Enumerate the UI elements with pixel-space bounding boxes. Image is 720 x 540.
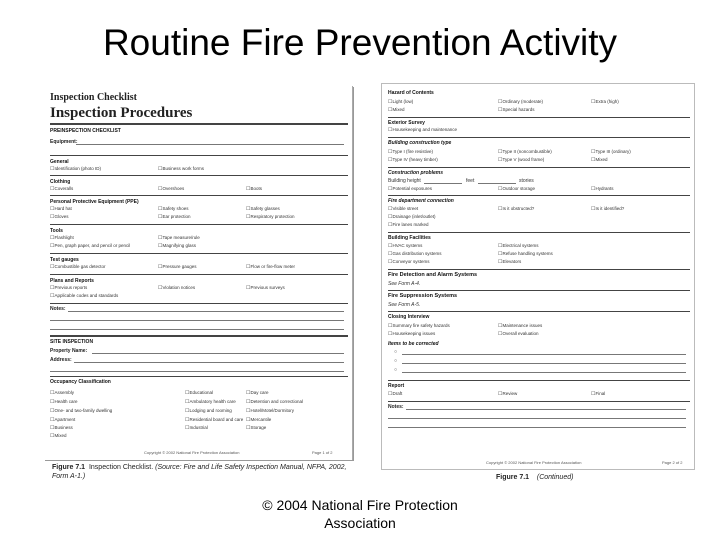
checkbox-item: ☐ Hydrants [591,186,614,192]
checkbox-item: ☐ Flashlight [50,235,74,241]
figure-source: (Source: Fire and Life Safety Inspection Manual, NFPA, 2002, Form A-1.) [52,464,347,480]
checkbox-item: ☐ Is it obstructed? [498,206,534,212]
checkbox-item: ☐ Pen, graph paper, and pencil or pencil [50,243,130,249]
notes-line [388,418,686,419]
notes-line [68,311,344,312]
section-facilities: Building Facilities [388,235,431,241]
section-plans: Plans and Reports [50,278,94,284]
checkbox-item: ☐ Conveyor systems [388,259,430,265]
checkbox-item: ☐ Ear protection [158,214,191,220]
figure-caption-right [496,473,573,482]
checkbox-item: ☐ Refuse handling systems [498,251,553,257]
checkbox-item: ☐ Housekeeping and maintenance [388,127,457,133]
checkbox-item: ☐ Is it identified? [591,206,624,212]
section-tools: Tools [50,228,63,234]
notes-label: Notes: [50,306,66,312]
height-line [424,183,462,184]
slide-title: Routine Fire Prevention Activity [102,22,618,63]
checkbox-item: ☐ Boots [246,186,262,192]
checkbox-item: ☐ Type I (fire resistive) [388,149,433,155]
checkbox-item: ☐ Drainage (inlet/outlet) [388,214,436,220]
checkbox-item: ☐ Hard hat [50,206,72,212]
notes-line [50,320,344,321]
checkbox-item: ☐ Mixed [50,433,67,439]
checkbox-item: ☐ Business work forms [158,166,204,172]
checkbox-item: ☐ Violation notices [158,285,195,291]
checkbox-item: ☐ Elevators [498,259,521,265]
copyright-line-1: © 2004 National Fire Protection [262,497,458,513]
checkbox-item: ☐ Potential exposures [388,186,432,192]
items-to-be-corrected: Items to be corrected [388,341,439,347]
rule [388,232,690,233]
checkbox-item: ☐ Mixed [591,157,608,163]
checkbox-item: ☐ Health care [50,399,78,405]
section-test-gauges: Test gauges [50,257,79,263]
rule [50,274,348,275]
property-name-label: Property Name: [50,348,88,354]
rule [388,269,690,270]
rule [50,335,348,337]
footer-page: Page 1 of 2 [312,450,333,455]
figure-continued: (Continued) [536,474,574,481]
section-detection: Fire Detection and Alarm Systems [388,272,478,278]
figure-label: Figure 7.1 [496,474,530,481]
notes-label: Notes: [388,404,404,410]
checkbox-item: ☐ Industrial [185,425,208,431]
checklist-page-2 [381,83,695,470]
checkbox-item: ☐ Mercantile [246,417,271,423]
checkbox-item: ☐ Overshoes [158,186,184,192]
checkbox-item: ☐ Previous reports [50,285,87,291]
checkbox-item: ☐ Special hazards [498,107,535,113]
checkbox-item: ☐ Identification (photo ID) [50,166,101,172]
checkbox-item: ☐ Type II (noncombustible) [498,149,552,155]
rule [50,155,348,156]
height-line [478,183,516,184]
checkbox-item: ☐ HVAC systems [388,243,422,249]
checkbox-item: ☐ Ambulatory health care [185,399,236,405]
rule [50,195,348,196]
section-occupancy: Occupancy Classification [50,379,111,385]
rule [50,303,348,304]
checkbox-item: ☐ Applicable codes and standards [50,293,118,299]
header-small: Inspection Checklist [50,92,137,103]
checkbox-item: ☐ Flow or fire-flow meter [246,264,295,270]
rule [388,290,690,291]
section-report: Report [388,383,405,389]
checkbox-item: ☐ Gloves [50,214,69,220]
checkbox-item: ☐ Overall evaluation [498,331,539,337]
checkbox-item: ☐ Light (low) [388,99,413,105]
checkbox-item: ☐ Electrical systems [498,243,539,249]
bullet: ○ [394,349,398,355]
checkbox-item: ☐ Tape measure/rule [158,235,200,241]
section-construction: Building construction type [388,140,452,146]
figure-label: Figure 7.1 [52,464,86,471]
building-height-label: Building height [388,178,421,184]
section-hazard: Hazard of Contents [388,90,434,96]
section-construction-problems: Construction problems [388,170,444,176]
checkbox-item: ☐ Pressure gauges [158,264,197,270]
equipment-label: Equipment: [50,139,78,145]
checkbox-item: ☐ Summary fire safety hazards [388,323,450,329]
checkbox-item: ☐ Final [591,391,605,397]
checkbox-item: ☐ Magnifying glass [158,243,196,249]
address-line [50,371,344,372]
address-label: Address: [50,357,72,363]
footer-page: Page 2 of 2 [662,460,683,465]
checkbox-item: ☐ Hotel/Motel/Dormitory [246,408,294,414]
correction-line [402,363,686,364]
section-preinspection: PREINSPECTION CHECKLIST [50,128,121,134]
checkbox-item: ☐ Visible street [388,206,418,212]
section-site-inspection: SITE INSPECTION [50,339,94,345]
address-line [74,362,344,363]
header-rule [50,123,348,125]
notes-line [388,427,686,428]
see-form-a4: See Form A-4. [388,281,421,287]
rule [50,175,348,176]
rule [388,401,690,402]
section-closing: Closing Interview [388,314,430,320]
notes-line [50,329,344,330]
checkbox-item: ☐ Mixed [388,107,405,113]
bullet: ○ [394,358,398,364]
height-feet: feet [466,178,475,184]
rule [388,311,690,312]
copyright-line-2: Association [324,515,396,531]
checkbox-item: ☐ Fire lanes marked [388,222,429,228]
checkbox-item: ☐ Maintenance issues [498,323,542,329]
rule [388,117,690,118]
checkbox-item: ☐ Assembly [50,390,74,396]
section-clothing: Clothing [50,179,71,185]
section-general: General [50,159,69,165]
property-name-line [92,353,344,354]
checkbox-item: ☐ Ordinary (moderate) [498,99,543,105]
checkbox-item: ☐ Detention and correctional [246,399,303,405]
checklist-page-1 [44,86,353,460]
correction-line [402,372,686,373]
rule [50,224,348,225]
equipment-line [76,144,344,145]
rule [388,380,690,381]
checkbox-item: ☐ Apartment [50,417,75,423]
checkbox-item: ☐ Outdoor storage [498,186,535,192]
checkbox-item: ☐ Residential board and care [185,417,243,423]
checkbox-item: ☐ Draft [388,391,402,397]
checkbox-item: ☐ Safety shoes [158,206,189,212]
rule [50,376,348,377]
checkbox-item: ☐ Respiratory protection [246,214,295,220]
rule [50,253,348,254]
rule [388,167,690,168]
copyright-notice [0,496,720,532]
figure-caption-left [52,463,352,481]
footer-copyright: Copyright © 2002 National Fire Protection Association [486,460,582,465]
checkbox-item: ☐ Safety glasses [246,206,280,212]
bullet: ○ [394,367,398,373]
height-stories: stories [519,178,534,184]
checkbox-item: ☐ Housekeeping issues [388,331,435,337]
checkbox-item: ☐ Extra (high) [591,99,619,105]
section-suppression: Fire Suppression Systems [388,293,458,299]
section-exterior: Exterior Survey [388,120,425,126]
rule [388,137,690,138]
see-form-a5: See Form A-5. [388,302,421,308]
header-big: Inspection Procedures [50,105,193,121]
checkbox-item: ☐ Combustible gas detector [50,264,106,270]
checkbox-item: ☐ Day care [246,390,269,396]
checkbox-item: ☐ Educational [185,390,213,396]
notes-line [406,409,686,410]
checkbox-item: ☐ Type IV (heavy timber) [388,157,438,163]
checkbox-item: ☐ Previous surveys [246,285,285,291]
section-ppe: Personal Protective Equipment (PPE) [50,199,139,205]
checkbox-item: ☐ Lodging and rooming [185,408,232,414]
checkbox-item: ☐ Coveralls [50,186,73,192]
checkbox-item: ☐ Type V (wood frame) [498,157,544,163]
checkbox-item: ☐ Type III (ordinary) [591,149,631,155]
checkbox-item: ☐ Gas distribution systems [388,251,442,257]
rule [388,195,690,196]
checkbox-item: ☐ Storage [246,425,266,431]
footer-copyright: Copyright © 2002 National Fire Protection Association [144,450,240,455]
correction-line [402,354,686,355]
checkbox-item: ☐ Business [50,425,73,431]
checkbox-item: ☐ One- and two-family dwelling [50,408,112,414]
checkbox-item: ☐ Review [498,391,517,397]
figure-text: Inspection Checklist. [88,464,154,471]
section-fire-dept: Fire department connection [388,198,454,204]
